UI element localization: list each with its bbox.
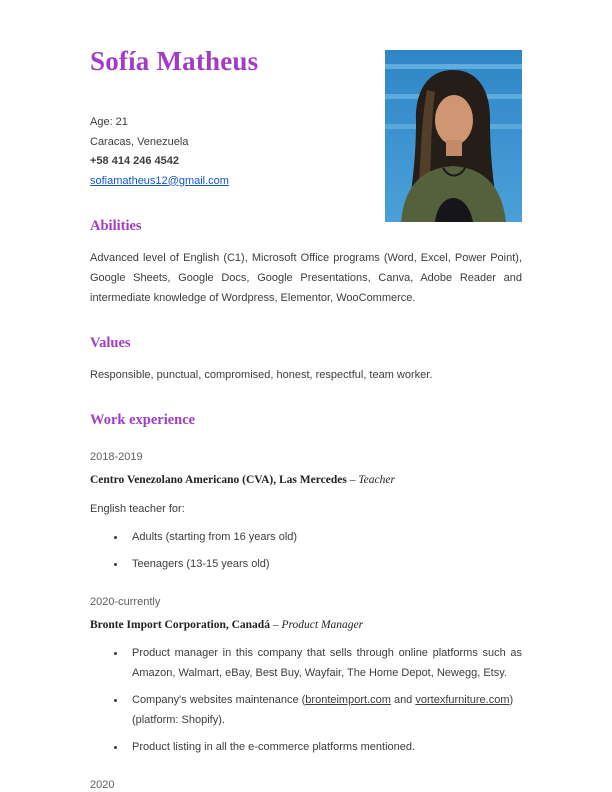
contact-block [90, 113, 522, 191]
bullet-text: ) (platform: Shopify). [132, 694, 514, 726]
contact-phone: +58 414 246 4542 [90, 155, 180, 167]
bronteimport-link[interactable]: bronteimport.com [305, 694, 391, 706]
job-dates: 2018-2019 [90, 451, 143, 463]
job-title-line [90, 474, 522, 486]
contact-location: Caracas, Venezuela [90, 135, 189, 148]
list-item: • Product manager in this company that sells through online platforms such as Amazon, Walmart, eBay, Best Buy, Wayfair, The Home Depot, Newegg, Etsy. [126, 643, 522, 683]
job-company: Centro Venezolano Americano (CVA), Las Mercedes [90, 474, 347, 486]
trailing-date: 2020 [90, 779, 115, 791]
job-intro: English teacher for: [90, 503, 185, 515]
email-link[interactable]: sofiamatheus12@gmail.com [90, 174, 229, 187]
list-item [126, 690, 522, 730]
abilities-text: Advanced level of English (C1), Microsoft Office programs (Word, Excel, Power Point), Google Sheets, Google Docs, Google Presentations, Canva, Adobe Reader and intermediate knowledge of Wordpress, Elementor, WooCommerce. [90, 252, 522, 304]
list-item: • Teenagers (13-15 years old) [126, 554, 522, 574]
job-title-line [90, 619, 522, 631]
section-heading-work-experience: Work experience [90, 412, 196, 428]
job-separator: – [272, 619, 279, 631]
list-item: • Adults (starting from 16 years old) [126, 527, 522, 547]
values-text: Responsible, punctual, compromised, honest, respectful, team worker. [90, 369, 433, 381]
job-separator: – [349, 474, 356, 486]
page-title: Sofía Matheus [90, 46, 259, 76]
vortexfurniture-link[interactable]: vortexfurniture.com [415, 694, 510, 706]
job-bullet-list [90, 527, 522, 574]
job-company: Bronte Import Corporation, Canadá [90, 619, 270, 631]
job-bullet-list [90, 643, 522, 757]
resume-content [90, 46, 522, 791]
job-role: Teacher [358, 474, 395, 486]
job-dates: 2020-currently [90, 596, 161, 608]
list-item: • Product listing in all the e-commerce platforms mentioned. [126, 737, 522, 757]
section-heading-abilities: Abilities [90, 218, 142, 234]
bullet-text: and [390, 694, 416, 706]
bullet-text: Company's websites maintenance ( [132, 694, 306, 706]
job-role: Product Manager [281, 619, 364, 631]
section-heading-values: Values [90, 335, 131, 351]
contact-age: Age: 21 [90, 116, 128, 128]
